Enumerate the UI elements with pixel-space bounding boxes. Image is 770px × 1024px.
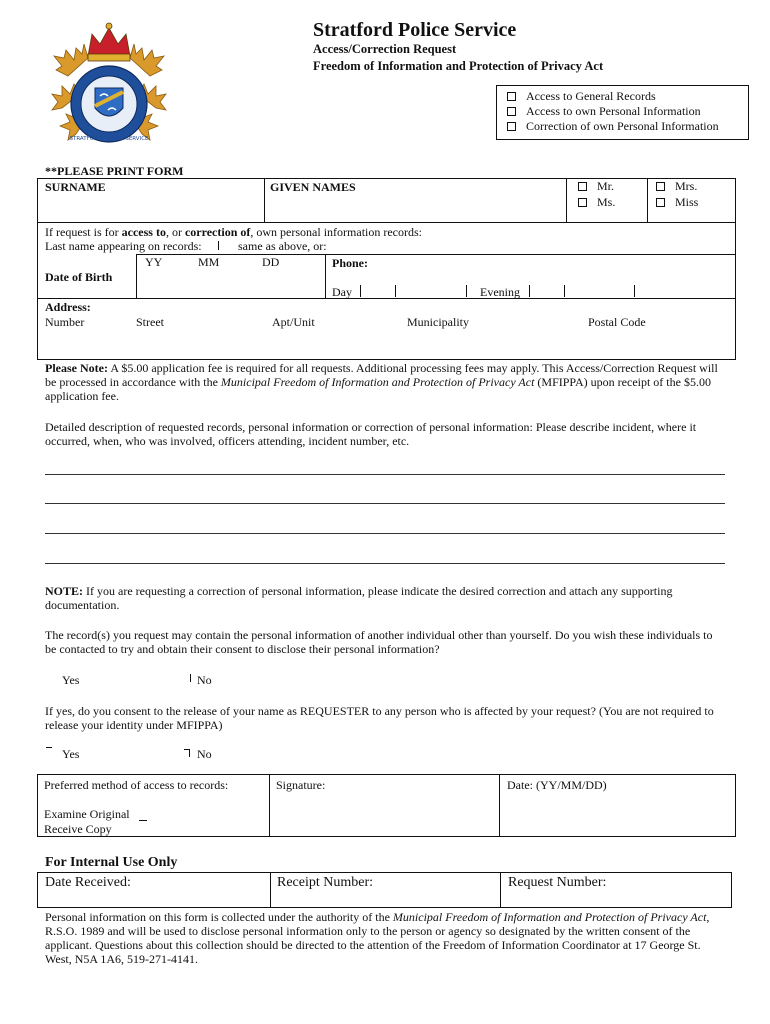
checkbox[interactable] [578, 198, 587, 207]
fee-note-text: (MFIPPA) upon receipt of the $5.00 application fee. [45, 375, 711, 403]
crest-ring-text: STRATFORD POLICE SERVICE [69, 136, 149, 142]
title-miss[interactable] [656, 195, 698, 210]
checkbox[interactable] [507, 107, 516, 116]
option-label: Yes [62, 673, 80, 687]
address-municipality-label: Municipality [407, 315, 469, 329]
text-part: access to [121, 225, 166, 239]
correction-note [45, 584, 725, 612]
request-for-text [45, 225, 422, 240]
request-number-label: Request Number: [508, 875, 607, 890]
address-apt-label: Apt/Unit [272, 315, 315, 329]
privacy-text: Personal information on this form is collected under the authority of the [45, 910, 393, 924]
phone-day-field[interactable] [362, 284, 464, 298]
receive-copy-option[interactable] [44, 822, 112, 837]
title-mrs[interactable] [656, 179, 697, 194]
description-line[interactable] [45, 474, 725, 475]
row-divider [37, 222, 736, 223]
col-divider [499, 774, 500, 837]
address-street-label: Street [136, 315, 164, 329]
description-instructions: Detailed description of requested records, personal information or correction of personal information: Please describe incident, where it occurred, when, who was involved, officers attending, incident number, etc. [45, 420, 697, 448]
given-names-label: GIVEN NAMES [270, 180, 356, 194]
access-method-label: Preferred method of access to records: [44, 778, 229, 792]
fee-note-act: Municipal Freedom of Information and Protection of Privacy Act [220, 375, 535, 389]
dob-yy-label: YY [145, 255, 163, 269]
description-line[interactable] [45, 533, 725, 534]
checkbox[interactable] [656, 198, 665, 207]
note-text: If you are requesting a correction of personal information, please indicate the desired correction and attach any supporting documentation. [45, 584, 673, 612]
col-divider [500, 872, 501, 908]
internal-use-table [37, 872, 732, 908]
request-type-label: Correction of own Personal Information [526, 119, 719, 133]
field-separator [466, 285, 467, 297]
phone-label: Phone: [332, 256, 368, 270]
text-part: , own personal information records: [250, 225, 423, 239]
privacy-text: , R.S.O. 1989 and will be used to disclose personal information only to the person or agency so designated by the written consent of the applicant. Questions about this collection should be directed to the attention of the Freedom of Information Coordinator at 17 George St. West, N5A 1A6, 519-271-4141. [45, 910, 710, 966]
request-type-label: Access to own Personal Information [526, 104, 701, 118]
dob-mm-label: MM [198, 255, 220, 269]
checkbox-mark[interactable] [218, 241, 219, 250]
address-field[interactable] [40, 331, 732, 357]
title-mr[interactable] [578, 179, 614, 194]
consent-yes-option[interactable] [62, 747, 79, 762]
field-separator [634, 285, 635, 297]
receipt-number-label: Receipt Number: [277, 875, 374, 890]
col-divider [325, 254, 326, 298]
description-line[interactable] [45, 563, 725, 564]
page-title: Stratford Police Service [313, 19, 517, 41]
act-title: Freedom of Information and Protection of Privacy Act [313, 59, 604, 73]
title-ms[interactable] [578, 195, 615, 210]
title-label: Mr. [597, 179, 615, 193]
contact-yes-option[interactable] [62, 673, 79, 688]
police-crest-logo [48, 16, 170, 156]
option-label: No [197, 747, 212, 761]
surname-field[interactable] [40, 196, 260, 218]
form-subtitle: Access/Correction Request [313, 42, 457, 56]
checkbox[interactable] [578, 182, 587, 191]
checkbox[interactable] [507, 122, 516, 131]
col-divider [566, 178, 567, 222]
note-label: NOTE: [45, 584, 84, 598]
contact-question: The record(s) you request may contain the personal information of another individual other than yourself. Do you wish these individuals to be contacted to try and obtain their consent to disclose their personal information? [45, 628, 713, 656]
request-type-own-info[interactable] [507, 104, 701, 119]
signature-field[interactable] [272, 794, 496, 834]
phone-day-label: Day [332, 285, 352, 299]
request-type-label: Access to General Records [526, 89, 656, 103]
option-label: Examine Original [44, 807, 130, 821]
option-label: Yes [62, 747, 80, 761]
fee-note-label: Please Note: [45, 361, 108, 375]
checkbox-mark[interactable] [190, 674, 191, 682]
title-label: Mrs. [675, 179, 698, 193]
fee-note [45, 361, 725, 403]
title-label: Ms. [597, 195, 616, 209]
col-divider [270, 872, 271, 908]
checkbox[interactable] [656, 182, 665, 191]
checkbox-mark[interactable] [139, 820, 147, 821]
field-separator [360, 285, 361, 297]
dob-dd-label: DD [262, 255, 280, 269]
privacy-notice [45, 910, 725, 966]
text-part: correction of [184, 225, 251, 239]
request-type-correction[interactable] [507, 119, 719, 134]
internal-use-title: For Internal Use Only [45, 855, 178, 870]
text-part: If request is for [45, 225, 122, 239]
col-divider [647, 178, 648, 222]
phone-evening-field[interactable] [531, 284, 633, 298]
address-label: Address: [45, 300, 91, 314]
option-label: No [197, 673, 212, 687]
row-divider [37, 298, 736, 299]
last-name-label: Last name appearing on records: [45, 239, 202, 253]
checkbox-mark[interactable] [46, 747, 52, 748]
given-names-field[interactable] [267, 196, 562, 218]
dob-label: Date of Birth [45, 270, 113, 284]
dob-field[interactable] [140, 270, 320, 294]
consent-no-checkbox[interactable] [184, 749, 190, 757]
surname-label: SURNAME [45, 180, 106, 194]
col-divider [136, 254, 137, 298]
address-postal-label: Postal Code [588, 315, 646, 329]
date-field[interactable] [503, 794, 733, 834]
col-divider [269, 774, 270, 837]
address-number-label: Number [45, 315, 85, 329]
request-type-general[interactable] [507, 89, 656, 104]
privacy-act: Municipal Freedom of Information and Protection of Privacy Act [392, 910, 707, 924]
print-note: **PLEASE PRINT FORM [45, 164, 184, 178]
checkbox[interactable] [507, 92, 516, 101]
contact-no-option[interactable] [197, 673, 212, 688]
title-label: Miss [675, 195, 699, 209]
description-line[interactable] [45, 503, 725, 504]
consent-question: If yes, do you consent to the release of your name as REQUESTER to any person who is affected by your request? (You are not required to release your identity under MFIPPA) [45, 704, 714, 732]
field-separator [529, 285, 530, 297]
date-label: Date: (YY/MM/DD) [507, 778, 607, 792]
examine-original-option[interactable] [44, 807, 130, 822]
fee-note-text: A $5.00 application fee is required for all requests. Additional processing fees may apply. This Access/Correction Request will be processed in accordance with the [45, 361, 718, 389]
signature-label: Signature: [276, 778, 326, 792]
phone-evening-label: Evening [480, 285, 520, 299]
consent-no-option[interactable] [197, 747, 212, 762]
col-divider [264, 178, 265, 222]
text-part: , or [165, 225, 185, 239]
row-divider [136, 254, 736, 255]
same-as-above-label: same as above, or: [238, 239, 327, 253]
option-label: Receive Copy [44, 822, 112, 836]
date-received-label: Date Received: [45, 875, 131, 890]
